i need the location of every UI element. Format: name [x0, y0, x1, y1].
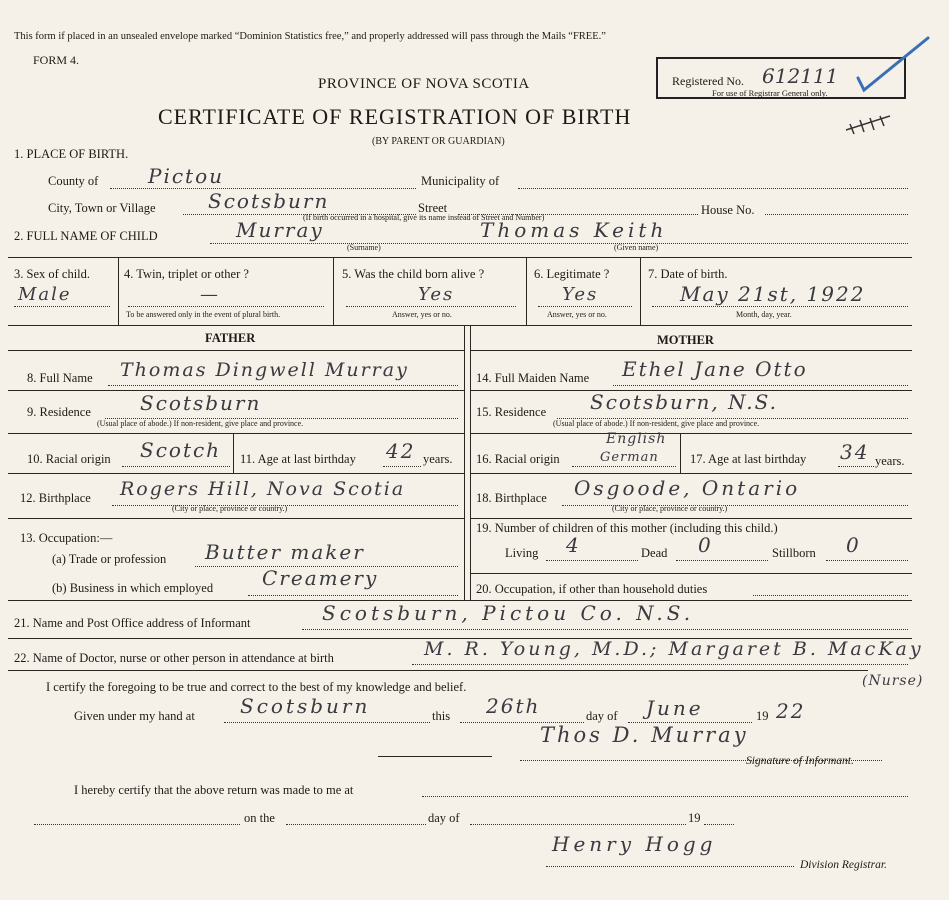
county-value: Pictou [148, 164, 225, 188]
check-mark-icon [850, 30, 945, 100]
surname-caption: (Surname) [347, 243, 381, 252]
father-name-label: 8. Full Name [27, 371, 93, 385]
municipality-label: Municipality of [421, 174, 500, 188]
certify-month: June [646, 696, 704, 720]
registrar-statement: I hereby certify that the above return was made to me at [74, 783, 354, 797]
year-prefix: 19 [756, 709, 769, 723]
on-the-label: on the [244, 811, 275, 825]
father-residence-label: 9. Residence [27, 405, 91, 419]
registered-number: 612111 [762, 64, 839, 88]
mother-racial-label: 16. Racial origin [476, 452, 560, 466]
registrar-signature: Henry Hogg [552, 832, 717, 856]
alive-value: Yes [418, 284, 455, 305]
father-years-label: years. [423, 452, 453, 466]
mother-age-label: 17. Age at last birthday [690, 452, 807, 466]
twin-note: To be answered only in the event of plural birth. [126, 310, 281, 319]
sex-value: Male [18, 284, 72, 305]
registrar-use-note: For use of Registrar General only. [712, 88, 828, 98]
living-label: Living [505, 546, 539, 560]
place-of-birth-heading: 1. PLACE OF BIRTH. [14, 147, 129, 161]
given-under-label: Given under my hand at [74, 709, 195, 723]
certify-year: 22 [776, 699, 806, 723]
registrar-day-of-label: day of [428, 811, 460, 825]
day-of-label: day of [586, 709, 618, 723]
stillborn-value: 0 [846, 533, 861, 557]
informant-signature: Thos D. Murray [540, 723, 749, 747]
certify-day: 26th [486, 694, 541, 718]
mother-name-label: 14. Full Maiden Name [476, 371, 590, 385]
legitimate-value: Yes [562, 284, 599, 305]
legitimate-note: Answer, yes or no. [547, 310, 607, 319]
street-label: Street [418, 201, 448, 215]
mother-birthplace-label: 18. Birthplace [476, 491, 547, 505]
form-number: FORM 4. [33, 53, 80, 67]
stillborn-label: Stillborn [772, 546, 816, 560]
nurse-note: (Nurse) [862, 673, 924, 689]
mother-racial-top: English [606, 431, 667, 447]
mother-occupation-label: 20. Occupation, if other than household duties [476, 582, 708, 596]
father-birthplace-value: Rogers Hill, Nova Scotia [120, 478, 406, 500]
father-residence-note: (Usual place of abode.) If non-resident, give place and province. [97, 419, 304, 428]
city-label: City, Town or Village [48, 201, 156, 215]
children-count-label: 19. Number of children of this mother (including this child.) [476, 521, 778, 535]
hospital-note: (If birth occurred in a hospital, give its name instead of Street and Number) [303, 213, 545, 222]
alive-label: 5. Was the child born alive ? [342, 267, 485, 281]
informant-value: Scotsburn, Pictou Co. N.S. [322, 601, 695, 625]
mother-residence-label: 15. Residence [476, 405, 547, 419]
mother-residence-value: Scotsburn, N.S. [590, 390, 779, 414]
trade-label: (a) Trade or profession [52, 552, 167, 566]
mother-birthplace-value: Osgoode, Ontario [574, 476, 801, 500]
father-age-value: 42 [386, 439, 416, 463]
doctor-label: 22. Name of Doctor, nurse or other person in attendance at birth [14, 651, 334, 665]
child-name-label: 2. FULL NAME OF CHILD [14, 229, 158, 243]
certificate-subtitle: (BY PARENT OR GUARDIAN) [372, 136, 505, 147]
father-racial-label: 10. Racial origin [27, 452, 111, 466]
mother-residence-note: (Usual place of abode.) If non-resident, give place and province. [553, 419, 760, 428]
registrar-year-prefix: 19 [688, 811, 701, 825]
mother-age-value: 34 [840, 440, 870, 464]
signature-caption: Signature of Informant. [746, 755, 854, 767]
dob-label: 7. Date of birth. [648, 267, 728, 281]
alive-note: Answer, yes or no. [392, 310, 452, 319]
mother-racial-value: German [600, 450, 659, 465]
certify-statement: I certify the foregoing to be true and correct to the best of my knowledge and belief. [46, 680, 467, 694]
father-residence-value: Scotsburn [140, 391, 262, 415]
living-value: 4 [566, 533, 581, 557]
child-surname: Murray [236, 218, 324, 242]
business-label: (b) Business in which employed [52, 581, 214, 595]
city-value: Scotsburn [208, 189, 330, 213]
dead-value: 0 [698, 533, 713, 557]
dob-note: Month, day, year. [736, 310, 792, 319]
certificate-title: CERTIFICATE OF REGISTRATION OF BIRTH [158, 104, 632, 129]
father-birthplace-note: (City or place, province or country.) [172, 504, 288, 513]
child-given-name: Thomas Keith [480, 218, 668, 242]
twin-label: 4. Twin, triplet or other ? [124, 267, 249, 281]
father-name-value: Thomas Dingwell Murray [120, 359, 409, 381]
doctor-value: M. R. Young, M.D.; Margaret B. MacKay [424, 638, 924, 660]
county-label: County of [48, 174, 99, 188]
informant-label: 21. Name and Post Office address of Informant [14, 616, 251, 630]
certify-place: Scotsburn [240, 694, 371, 718]
occupation-label: 13. Occupation:— [20, 531, 113, 545]
province-heading: PROVINCE OF NOVA SCOTIA [318, 76, 530, 92]
dead-label: Dead [641, 546, 668, 560]
given-name-caption: (Given name) [614, 243, 659, 252]
father-birthplace-label: 12. Birthplace [20, 491, 91, 505]
trade-value: Butter maker [205, 540, 365, 564]
stamp-mark-icon [840, 108, 900, 138]
house-no-label: House No. [701, 203, 755, 217]
legitimate-label: 6. Legitimate ? [534, 267, 610, 281]
mother-years-label: years. [875, 454, 905, 468]
twin-value: — [200, 284, 220, 305]
dob-value: May 21st, 1922 [680, 282, 866, 306]
registrar-caption: Division Registrar. [800, 859, 887, 871]
this-label: this [432, 709, 451, 723]
father-age-label: 11. Age at last birthday [240, 452, 356, 466]
mother-birthplace-note: (City or place, province or country.) [612, 504, 728, 513]
father-heading: FATHER [205, 331, 256, 345]
father-racial-value: Scotch [140, 438, 222, 462]
registered-label: Registered No. [672, 74, 744, 88]
business-value: Creamery [262, 566, 379, 590]
mother-name-value: Ethel Jane Otto [622, 357, 808, 381]
sex-label: 3. Sex of child. [14, 267, 91, 281]
mail-notice: This form if placed in an unsealed envelope marked “Dominion Statistics free,” and properly addressed will pass through the Mails “FREE.” [14, 31, 606, 42]
mother-heading: MOTHER [657, 333, 714, 347]
